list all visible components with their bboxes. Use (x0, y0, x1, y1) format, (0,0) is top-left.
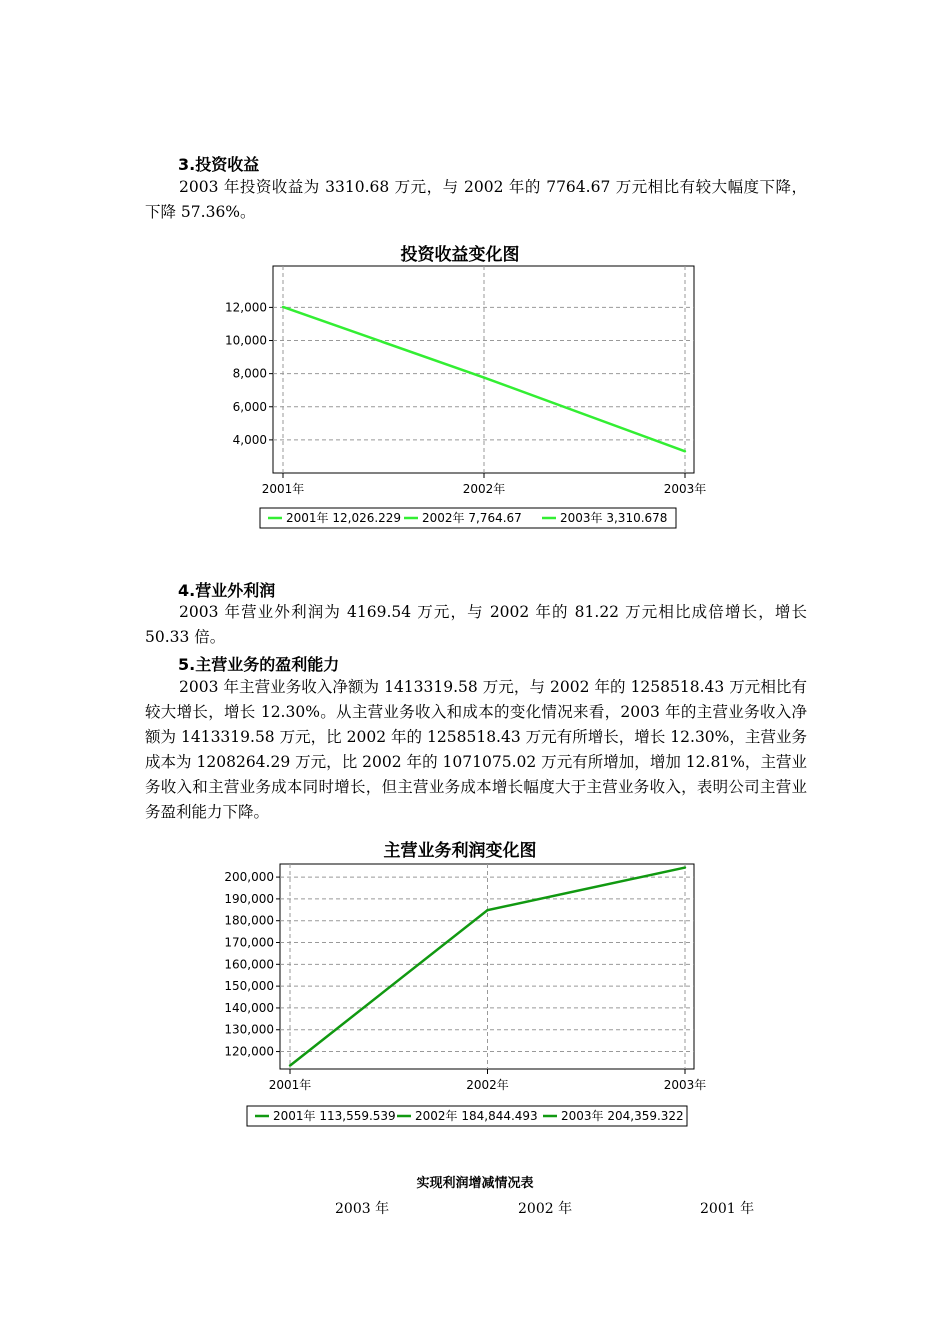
chart-title-main-business-profit: 主营业务利润变化图 (383, 841, 537, 861)
x-tick-label: 2002年 (462, 482, 506, 496)
y-tick-label: 200,000 (224, 870, 274, 885)
data-point (289, 1064, 291, 1066)
y-tick-label: 130,000 (224, 1022, 274, 1037)
y-tick-label: 120,000 (224, 1044, 274, 1059)
y-tick-label: 150,000 (224, 979, 274, 994)
y-tick-label: 190,000 (224, 891, 274, 906)
investment-income-chart (200, 262, 740, 537)
table-title: 实现利润增减情况表 (416, 1176, 534, 1191)
legend-label: 2001年 113,559.539 (273, 1109, 396, 1123)
section-heading-investment-income: 3.投资收益 (178, 155, 260, 174)
paragraph-non-operating-profit: 2003 年营业外利润为 4169.54 万元，与 2002 年的 81.22 万元相比成倍增长，增长 50.33 倍。 (145, 603, 807, 646)
y-tick-label: 8,000 (232, 366, 267, 381)
x-tick-label: 2001年 (261, 482, 305, 496)
data-point (486, 909, 488, 911)
y-tick-label: 10,000 (225, 333, 267, 348)
paragraph-main-business: 2003 年主营业务收入净额为 1413319.58 万元，与 2002 年的 1258518.43 万元相比有较大增长，增长 12.30%。从主营业务收入和成本的变化情况来看，2003 年的主营业务收入净额为 1413319.58 万元，比 2002 年的 1258518.43 万元有所增长，增长 12.30%，主营业务成本为 1208264.29 万元，比 2002 年的 1071075.02 万元有所增加，增加 12.81%，主营业务收入和主营业务成本同时增长，但主营业务成本增长幅度大于主营业务收入，表明公司主营业务盈利能力下降。 (145, 678, 807, 821)
legend-label: 2001年 12,026.229 (286, 511, 402, 525)
data-point (483, 376, 485, 378)
y-tick-label: 140,000 (224, 1000, 274, 1015)
section-heading-main-business: 5.主营业务的盈利能力 (178, 655, 340, 674)
legend-label: 2003年 3,310.678 (560, 511, 668, 525)
paragraph-investment-income: 2003 年投资收益为 3310.68 万元，与 2002 年的 7764.67 万元相比有较大幅度下降，下降 57.36%。 (145, 178, 807, 221)
x-tick-label: 2003年 (663, 1078, 707, 1092)
data-point (684, 866, 686, 868)
y-tick-label: 6,000 (232, 399, 267, 414)
table-column-2003: 2003 年 (335, 1201, 390, 1217)
y-tick-label: 180,000 (224, 913, 274, 928)
main-business-profit-chart (200, 860, 740, 1135)
x-tick-label: 2002年 (466, 1078, 509, 1092)
legend-label: 2002年 184,844.493 (415, 1109, 538, 1123)
y-tick-label: 12,000 (225, 300, 267, 315)
table-column-2002: 2002 年 (518, 1201, 573, 1217)
data-point (282, 306, 284, 308)
x-tick-label: 2003年 (663, 482, 707, 496)
section-heading-non-operating-profit: 4.营业外利润 (178, 581, 276, 600)
chart-legend (260, 508, 676, 528)
chart-legend (247, 1106, 687, 1126)
chart-title-investment-income: 投资收益变化图 (400, 245, 520, 265)
x-tick-label: 2001年 (268, 1078, 312, 1092)
legend-label: 2003年 204,359.322 (561, 1109, 684, 1123)
y-tick-label: 170,000 (224, 935, 274, 950)
table-column-2001: 2001 年 (700, 1201, 755, 1217)
legend-label: 2002年 7,764.67 (422, 511, 522, 525)
data-point (684, 450, 686, 452)
y-tick-label: 160,000 (224, 957, 274, 972)
y-tick-label: 4,000 (232, 432, 267, 447)
